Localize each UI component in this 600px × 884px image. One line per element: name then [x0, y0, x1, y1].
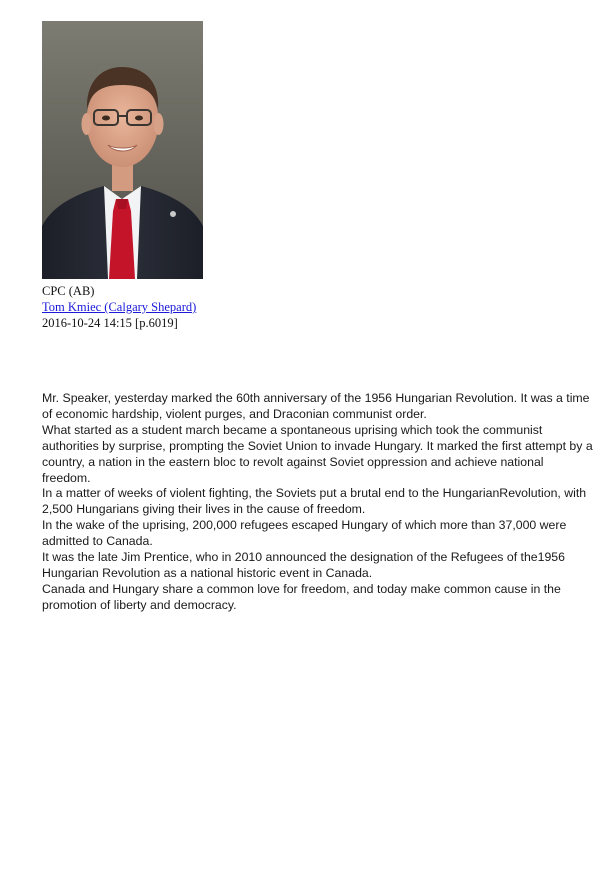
speech-paragraph: Canada and Hungary share a common love for freedom, and today make common cause in the promotion of liberty and democracy. [42, 581, 561, 612]
speech-paragraph: What started as a student march became a spontaneous uprising which took the communist authorities by surprise, prompting the Soviet Union to invade Hungary. It marked the first attempt by a country, a nation in the eastern bloc to revolt against Soviet oppression and achieve national freedom. [42, 422, 593, 485]
speech-paragraph: In the wake of the uprising, 200,000 refugees escaped Hungary of which more than 37,000 were admitted to Canada. [42, 518, 567, 549]
speech-paragraph: Mr. Speaker, yesterday marked the 60th anniversary of the 1956 Hungarian Revolution. It was a time of economic hardship, violent purges, and Draconian communist order. [42, 391, 590, 421]
speech-paragraph: It was the late Jim Prentice, who in 2010 announced the designation of the Refugees of the1956 Hungarian Revolution as a national historic event in Canada. [42, 550, 565, 580]
member-portrait [42, 21, 203, 279]
party-region: CPC (AB) [42, 284, 95, 298]
member-name-link[interactable]: Tom Kmiec (Calgary Shepard) [42, 300, 197, 314]
speech-text [42, 391, 594, 614]
member-info [42, 283, 196, 331]
timestamp: 2016-10-24 14:15 [p.6019] [42, 316, 178, 330]
speech-paragraph: In a matter of weeks of violent fighting, the Soviets put a brutal end to the HungarianRevolution, with 2,500 Hungarians giving their lives in the cause of freedom. [42, 486, 587, 517]
